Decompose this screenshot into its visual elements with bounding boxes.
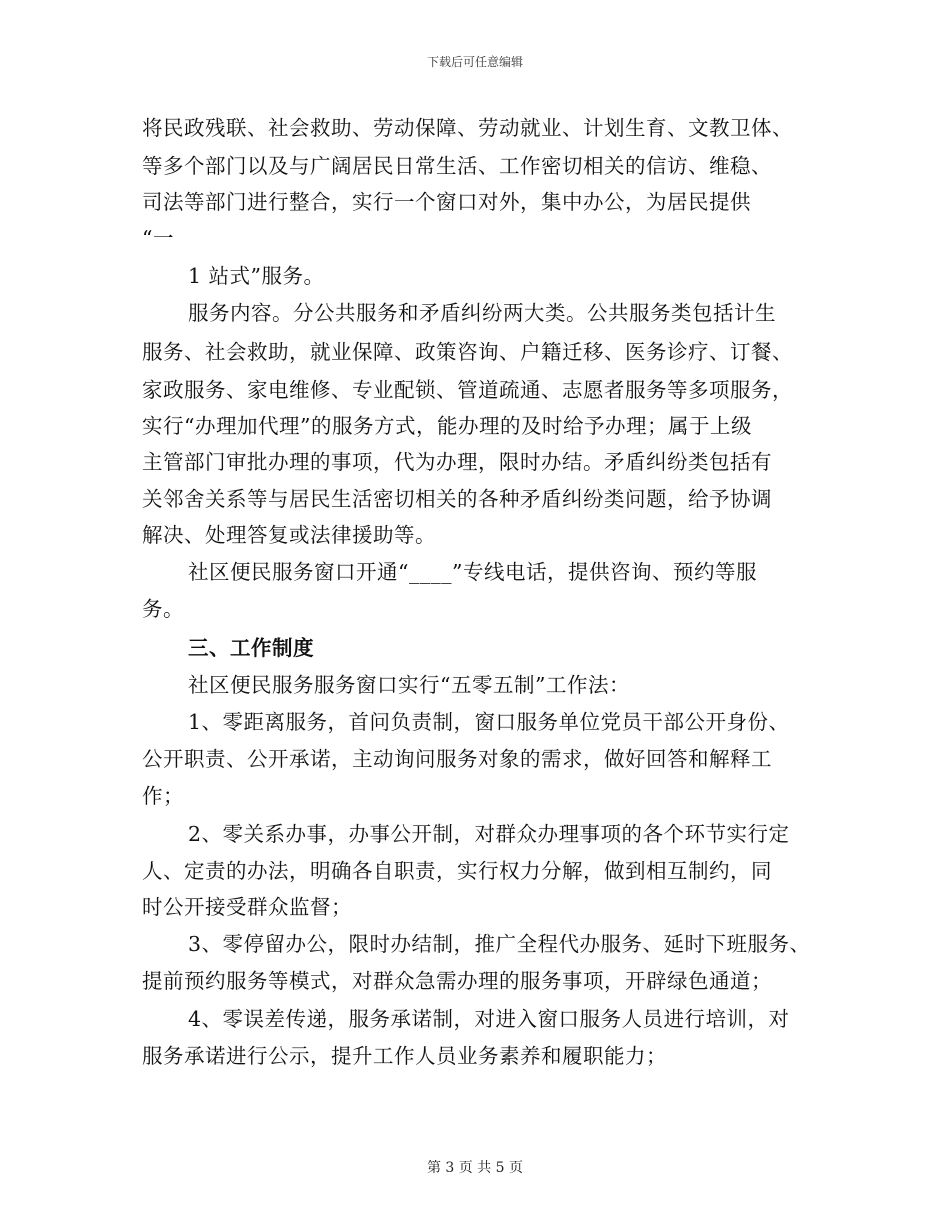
paragraph-line: 提前预约服务等模式，对群众急需办理的服务事项，开辟绿色通道； (142, 969, 772, 993)
paragraph-line: 公开职责、公开承诺，主动询问服务对象的需求，做好回答和解释工 (142, 747, 772, 771)
paragraph-line: 服务内容。分公共服务和矛盾纠纷两大类。公共服务类包括计生 (188, 301, 776, 325)
paragraph-line: 服务、社会救助，就业保障、政策咨询、户籍迁移、医务诊疗、订餐、 (142, 340, 793, 364)
paragraph-line: 社区便民服务服务窗口实行“五零五制”工作法： (188, 673, 630, 697)
paragraph-line: 等多个部门以及与广阔居民日常生活、工作密切相关的信访、维稳、 (142, 154, 772, 178)
paragraph-line: 将民政残联、社会救助、劳动保障、劳动就业、计划生育、文教卫体、 (142, 116, 793, 140)
paragraph-line: 务。 (142, 597, 184, 621)
paragraph-line: 3、零停留办公，限时办结制，推广全程代办服务、延时下班服务、 (188, 932, 811, 956)
paragraph-line: 4、零误差传递，服务承诺制，对进入窗口服务人员进行培训，对 (188, 1007, 790, 1031)
paragraph-line: 主管部门审批办理的事项，代为办理，限时办结。矛盾纠纷类包括有 (142, 450, 772, 474)
paragraph-line: 2、零关系办事，办事公开制，对群众办理事项的各个环节实行定 (188, 822, 790, 846)
paragraph-line: “一 (142, 226, 174, 250)
paragraph-line: 社区便民服务窗口开通“____”专线电话，提供咨询、预约等服 (188, 560, 757, 584)
page-number: 第 3 页 共 5 页 (426, 1160, 524, 1176)
paragraph-line: 人、定责的办法，明确各自职责，实行权力分解，做到相互制约，同 (142, 859, 772, 883)
paragraph-line: 家政服务、家电维修、专业配锁、管道疏通、志愿者服务等多项服务， (142, 378, 793, 402)
paragraph-line: 关邻舍关系等与居民生活密切相关的各种矛盾纠纷类问题，给予协调 (142, 487, 772, 511)
paragraph-line: 作； (142, 784, 184, 808)
page-header: 下载后可任意编辑 (426, 55, 523, 69)
paragraph-line: 实行“办理加代理”的服务方式，能办理的及时给予办理；属于上级 (142, 414, 752, 438)
paragraph-line: 1 站式”服务。 (188, 264, 325, 288)
paragraph-line: 时公开接受群众监督； (142, 895, 352, 919)
paragraph-line: 服务承诺进行公示，提升工作人员业务素养和履职能力； (142, 1044, 667, 1068)
paragraph-line: 解决、处理答复或法律援助等。 (142, 523, 436, 547)
section-heading: 三、工作制度 (188, 636, 314, 660)
paragraph-line: 1、零距离服务，首问负责制，窗口服务单位党员干部公开身份、 (188, 710, 790, 734)
paragraph-line: 司法等部门进行整合，实行一个窗口对外，集中办公，为居民提供 (142, 190, 751, 214)
